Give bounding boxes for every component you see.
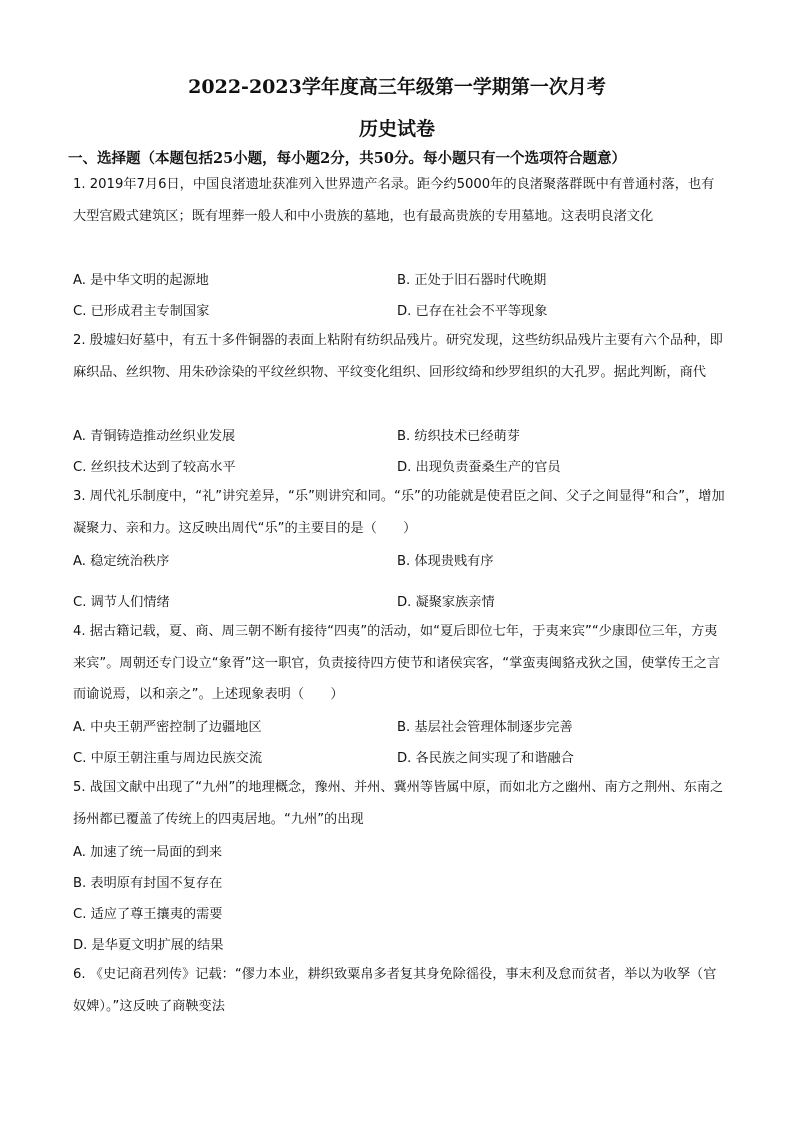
question-3-option-a[interactable]: A. 稳定统治秩序 [73, 554, 170, 569]
question-1-option-a[interactable]: A. 是中华文明的起源地 [73, 273, 209, 288]
question-1-stem: 1. 2019年7月6日，中国良渚遗址获准列入世界遗产名录。距今约5000年的良渚聚落群既中有普通村落，也有大型宫殿式建筑区；既有埋葬一般人和中小贵族的墓地，也有最高贵族的专用墓地。这表明良渚文化 [73, 177, 715, 224]
question-4-option-b[interactable]: B. 基层社会管理体制逐步完善 [397, 720, 573, 735]
section-heading: 一、选择题（本题包括25小题，每小题2分，共50分。每小题只有一个选项符合题意） [68, 150, 626, 167]
question-1-option-c[interactable]: C. 已形成君主专制国家 [73, 304, 210, 319]
question-3-option-d[interactable]: D. 凝聚家族亲情 [397, 595, 495, 610]
question-2-option-a[interactable]: A. 青铜铸造推动丝织业发展 [73, 429, 236, 444]
question-2-option-d[interactable]: D. 出现负责蚕桑生产的官员 [397, 460, 561, 475]
question-5-option-a[interactable]: A. 加速了统一局面的到来 [73, 845, 223, 860]
question-5-stem: 5. 战国文献中出现了“九州”的地理概念，豫州、并州、冀州等皆属中原，而如北方之幽州、南方之荆州、东南之扬州都已覆盖了传统上的四夷居地。“九州”的出现 [73, 780, 724, 827]
question-3-option-b[interactable]: B. 体现贵贱有序 [397, 554, 494, 569]
question-4-stem: 4. 据古籍记载，夏、商、周三朝不断有接待“四夷”的活动，如“夏后即位七年，于夷来宾”“少康即位三年，方夷来宾”。周朝还专门设立“象胥”这一职官，负责接待四方使节和诸侯宾客，“掌蛮夷闽貉戎狄之国，使掌传王之言而谕说焉，以和亲之”。上述现象表明（ ） [73, 624, 721, 702]
question-5-option-c[interactable]: C. 适应了尊王攘夷的需要 [73, 907, 223, 922]
question-1-option-b[interactable]: B. 正处于旧石器时代晚期 [397, 273, 547, 288]
question-4-option-a[interactable]: A. 中央王朝严密控制了边疆地区 [73, 720, 262, 735]
question-6-stem: 6. 《史记商君列传》记载：“僇力本业，耕织致粟帛多者复其身免除徭役，事末利及怠而贫者，举以为收孥（官奴婢）。”这反映了商鞅变法 [73, 967, 717, 1014]
question-1-option-d[interactable]: D. 已存在社会不平等现象 [397, 304, 548, 319]
question-2-stem: 2. 殷墟妇好墓中，有五十多件铜器的表面上粘附有纺织品残片。研究发现，这些纺织品残片主要有六个品种，即麻织品、丝织物、用朱砂涂染的平纹丝织物、平纹变化组织、回形纹绮和纱罗组织的大孔罗。据此判断，商代 [73, 333, 723, 380]
exam-title: 2022-2023学年度高三年级第一学期第一次月考 [188, 76, 606, 98]
exam-subtitle: 历史试卷 [358, 118, 435, 140]
question-2-option-b[interactable]: B. 纺织技术已经萌芽 [397, 429, 520, 444]
question-3-stem: 3. 周代礼乐制度中，“礼”讲究差异，“乐”则讲究和同。“乐”的功能就是使君臣之间、父子之间显得“和合”，增加凝聚力、亲和力。这反映出周代“乐”的主要目的是（ ） [73, 489, 725, 536]
question-3-option-c[interactable]: C. 调节人们情绪 [73, 595, 170, 610]
question-5-option-d[interactable]: D. 是华夏文明扩展的结果 [73, 938, 224, 953]
question-2-option-c[interactable]: C. 丝织技术达到了较高水平 [73, 460, 236, 475]
question-4-option-c[interactable]: C. 中原王朝注重与周边民族交流 [73, 751, 263, 766]
question-4-option-d[interactable]: D. 各民族之间实现了和谐融合 [397, 751, 574, 766]
question-5-option-b[interactable]: B. 表明原有封国不复存在 [73, 876, 223, 891]
